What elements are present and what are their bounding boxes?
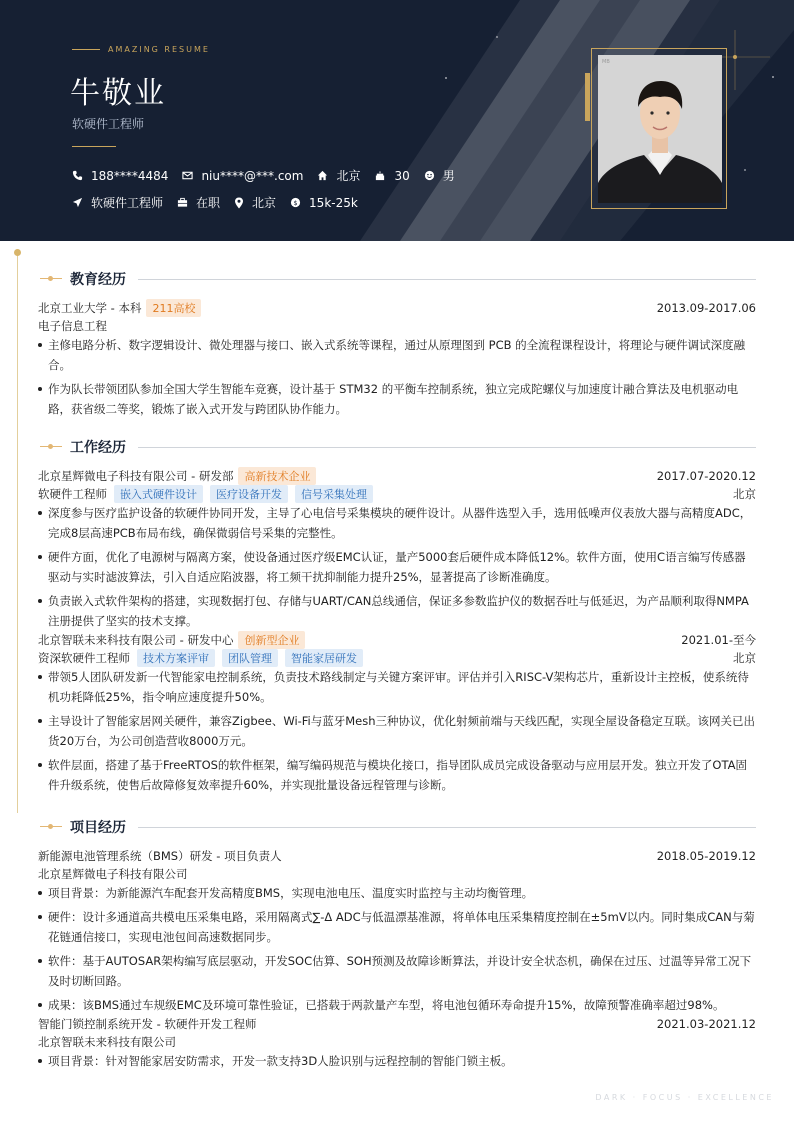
photo-watermark-text: MB — [602, 59, 610, 65]
education-entry-head — [38, 299, 756, 317]
header-tagline — [72, 45, 210, 54]
briefcase-icon — [177, 197, 188, 208]
job-bullets — [38, 503, 756, 631]
section-title: 项目经历 — [70, 820, 126, 836]
section-title: 教育经历 — [70, 272, 126, 288]
gold-divider — [72, 146, 116, 147]
job-head — [38, 467, 756, 485]
education-section — [38, 269, 756, 423]
project-bullets — [38, 883, 756, 1015]
school-name: 北京工业大学 - 本科 — [38, 301, 142, 315]
contact-email: niu****@***.com — [182, 169, 303, 183]
section-marker-icon — [40, 442, 62, 452]
job-entry — [38, 631, 756, 795]
skill-tag: 医疗设备开发 — [210, 485, 288, 503]
work-section — [38, 437, 756, 799]
smile-icon — [424, 170, 435, 181]
contact-row — [72, 167, 469, 184]
section-header — [38, 437, 756, 457]
list-item: 主修电路分析、数字逻辑设计、微处理器与接口、嵌入式系统等课程，通过从原理图到 PCB 的全流程课程设计，将理论与硬件调试深度融合。 — [38, 335, 756, 375]
contact-city: 北京 — [317, 167, 360, 184]
section-rule — [138, 447, 756, 448]
section-marker-icon — [40, 822, 62, 832]
project-name: 新能源电池管理系统（BMS）研发 - 项目负责人 — [38, 849, 282, 863]
contact-phone: 188****4484 — [72, 169, 168, 183]
company-tag: 创新型企业 — [238, 631, 305, 649]
school-tag: 211高校 — [146, 299, 201, 317]
skill-tag: 技术方案评审 — [137, 649, 215, 667]
footer-motto: DARK · FOCUS · EXCELLENCE — [595, 1093, 774, 1102]
projects-section — [38, 817, 756, 1075]
intent-row — [72, 194, 372, 211]
project-name: 智能门锁控制系统开发 - 软硬件开发工程师 — [38, 1017, 257, 1031]
list-item: 成果：该BMS通过车规级EMC及环境可靠性验证，已搭载于两款量产车型，将电池包循环寿命提升15%，故障预警准确率超过98%。 — [38, 995, 756, 1015]
job-role-line — [38, 485, 756, 503]
project-period: 2021.03-2021.12 — [656, 1017, 756, 1031]
project-head — [38, 1015, 756, 1033]
job-city: 北京 — [733, 651, 756, 665]
job-role: 软硬件工程师 — [38, 487, 107, 501]
section-marker-icon — [40, 274, 62, 284]
list-item: 项目背景：针对智能家居安防需求，开发一款支持3D人脸识别与远程控制的智能门锁主板。 — [38, 1051, 756, 1071]
list-item: 负责嵌入式软件架构的搭建，实现数据打包、存储与UART/CAN总线通信，保证多参数监护仪的数据吞吐与低延迟，为产品顺利取得NMPA注册提供了坚实的技术支撑。 — [38, 591, 756, 631]
company-name: 北京智联未来科技有限公司 - 研发中心 — [38, 633, 234, 647]
send-icon — [72, 197, 83, 208]
job-role: 资深软硬件工程师 — [38, 651, 130, 665]
company-tag: 高新技术企业 — [238, 467, 316, 485]
project-head — [38, 847, 756, 865]
intent-city: 北京 — [234, 194, 276, 211]
list-item: 项目背景：为新能源汽车配套开发高精度BMS，实现电池电压、温度实时监控与主动均衡管理。 — [38, 883, 756, 903]
section-title: 工作经历 — [70, 440, 126, 456]
photo-accent-bar — [585, 73, 590, 121]
intent-position: 软硬件工程师 — [72, 194, 163, 211]
section-header — [38, 817, 756, 837]
job-role-line — [38, 649, 756, 667]
skill-tag: 团队管理 — [222, 649, 278, 667]
list-item: 硬件方面，优化了电源树与隔离方案，使设备通过医疗级EMC认证，量产5000套后硬件成本降低12%。软件方面，使用C语言编写传感器驱动与实时滤波算法，引入自适应陷波器，将工频干扰抑制能力提升25%，显著提高了诊断准确度。 — [38, 547, 756, 587]
project-entry — [38, 847, 756, 1015]
skill-tag: 嵌入式硬件设计 — [114, 485, 203, 503]
resume-header — [0, 0, 794, 241]
timeline-dot — [14, 249, 21, 256]
project-period: 2018.05-2019.12 — [656, 849, 756, 863]
candidate-title: 软硬件工程师 — [72, 117, 145, 131]
location-pin-icon — [234, 197, 244, 209]
timeline-line — [17, 253, 18, 813]
list-item: 主导设计了智能家居网关硬件，兼容Zigbee、Wi-Fi与蓝牙Mesh三种协议，优化射频前端与天线匹配，实现全屋设备稳定互联。该网关已出货20万台，为公司创造营收8000万元。 — [38, 711, 756, 751]
list-item: 深度参与医疗监护设备的软硬件协同开发，主导了心电信号采集模块的硬件设计。从器件选型入手，选用低噪声仪表放大器与高精度ADC，完成8层高速PCB布局布线，确保微弱信号采集的完整性。 — [38, 503, 756, 543]
avatar-portrait — [598, 55, 722, 203]
avatar — [598, 55, 722, 203]
project-entry — [38, 1015, 756, 1071]
tagline-text: AMAZING RESUME — [108, 45, 210, 54]
coin-icon — [290, 197, 301, 208]
job-period: 2017.07-2020.12 — [656, 469, 756, 483]
list-item: 硬件：设计多通道高共模电压采集电路，采用隔离式∑-Δ ADC与低温漂基准源，将单体电压采集精度控制在±5mV以内。同时集成CAN与菊花链通信接口，实现电池包间高速数据同步。 — [38, 907, 756, 947]
job-head — [38, 631, 756, 649]
cake-icon — [374, 170, 386, 181]
contact-gender: 男 — [424, 167, 455, 184]
mail-icon — [182, 170, 193, 181]
education-bullets — [38, 335, 756, 419]
job-city: 北京 — [733, 487, 756, 501]
phone-icon — [72, 170, 83, 181]
home-icon — [317, 170, 328, 181]
education-major: 电子信息工程 — [38, 319, 107, 333]
project-org: 北京智联未来科技有限公司 — [38, 1035, 176, 1049]
job-period: 2021.01-至今 — [681, 633, 756, 647]
intent-salary: $ 15k-25k — [290, 196, 358, 210]
project-bullets — [38, 1051, 756, 1071]
job-entry — [38, 467, 756, 631]
intent-status: 在职 — [177, 194, 220, 211]
project-org: 北京星辉微电子科技有限公司 — [38, 867, 188, 881]
candidate-name: 牛敬业 — [70, 76, 166, 111]
skill-tag: 信号采集处理 — [295, 485, 373, 503]
skill-tag: 智能家居研发 — [285, 649, 363, 667]
contact-age: 30 — [374, 169, 409, 183]
list-item: 作为队长带领团队参加全国大学生智能车竞赛，设计基于 STM32 的平衡车控制系统，独立完成陀螺仪与加速度计融合算法及电机驱动电路，获省级二等奖，锻炼了嵌入式开发与跨团队协作能力。 — [38, 379, 756, 419]
education-period: 2013.09-2017.06 — [656, 301, 756, 315]
job-bullets — [38, 667, 756, 795]
list-item: 软件层面，搭建了基于FreeRTOS的软件框架，编写编码规范与模块化接口，指导团队成员完成设备驱动与应用层开发。独立开发了OTA固件升级系统，使售后故障修复效率提升60%，并实现批量设备远程管理与诊断。 — [38, 755, 756, 795]
list-item: 带领5人团队研发新一代智能家电控制系统，负责技术路线制定与关键方案评审。评估并引入RISC-V架构芯片，重新设计主控板，使系统待机功耗降低25%，指令响应速度提升50%。 — [38, 667, 756, 707]
section-header — [38, 269, 756, 289]
list-item: 软件：基于AUTOSAR架构编写底层驱动，开发SOC估算、SOH预测及故障诊断算法，并设计安全状态机，确保在过压、过温等异常工况下及时切断回路。 — [38, 951, 756, 991]
section-rule — [138, 827, 756, 828]
section-rule — [138, 279, 756, 280]
svg-text:$: $ — [293, 198, 298, 207]
company-name: 北京星辉微电子科技有限公司 - 研发部 — [38, 469, 234, 483]
